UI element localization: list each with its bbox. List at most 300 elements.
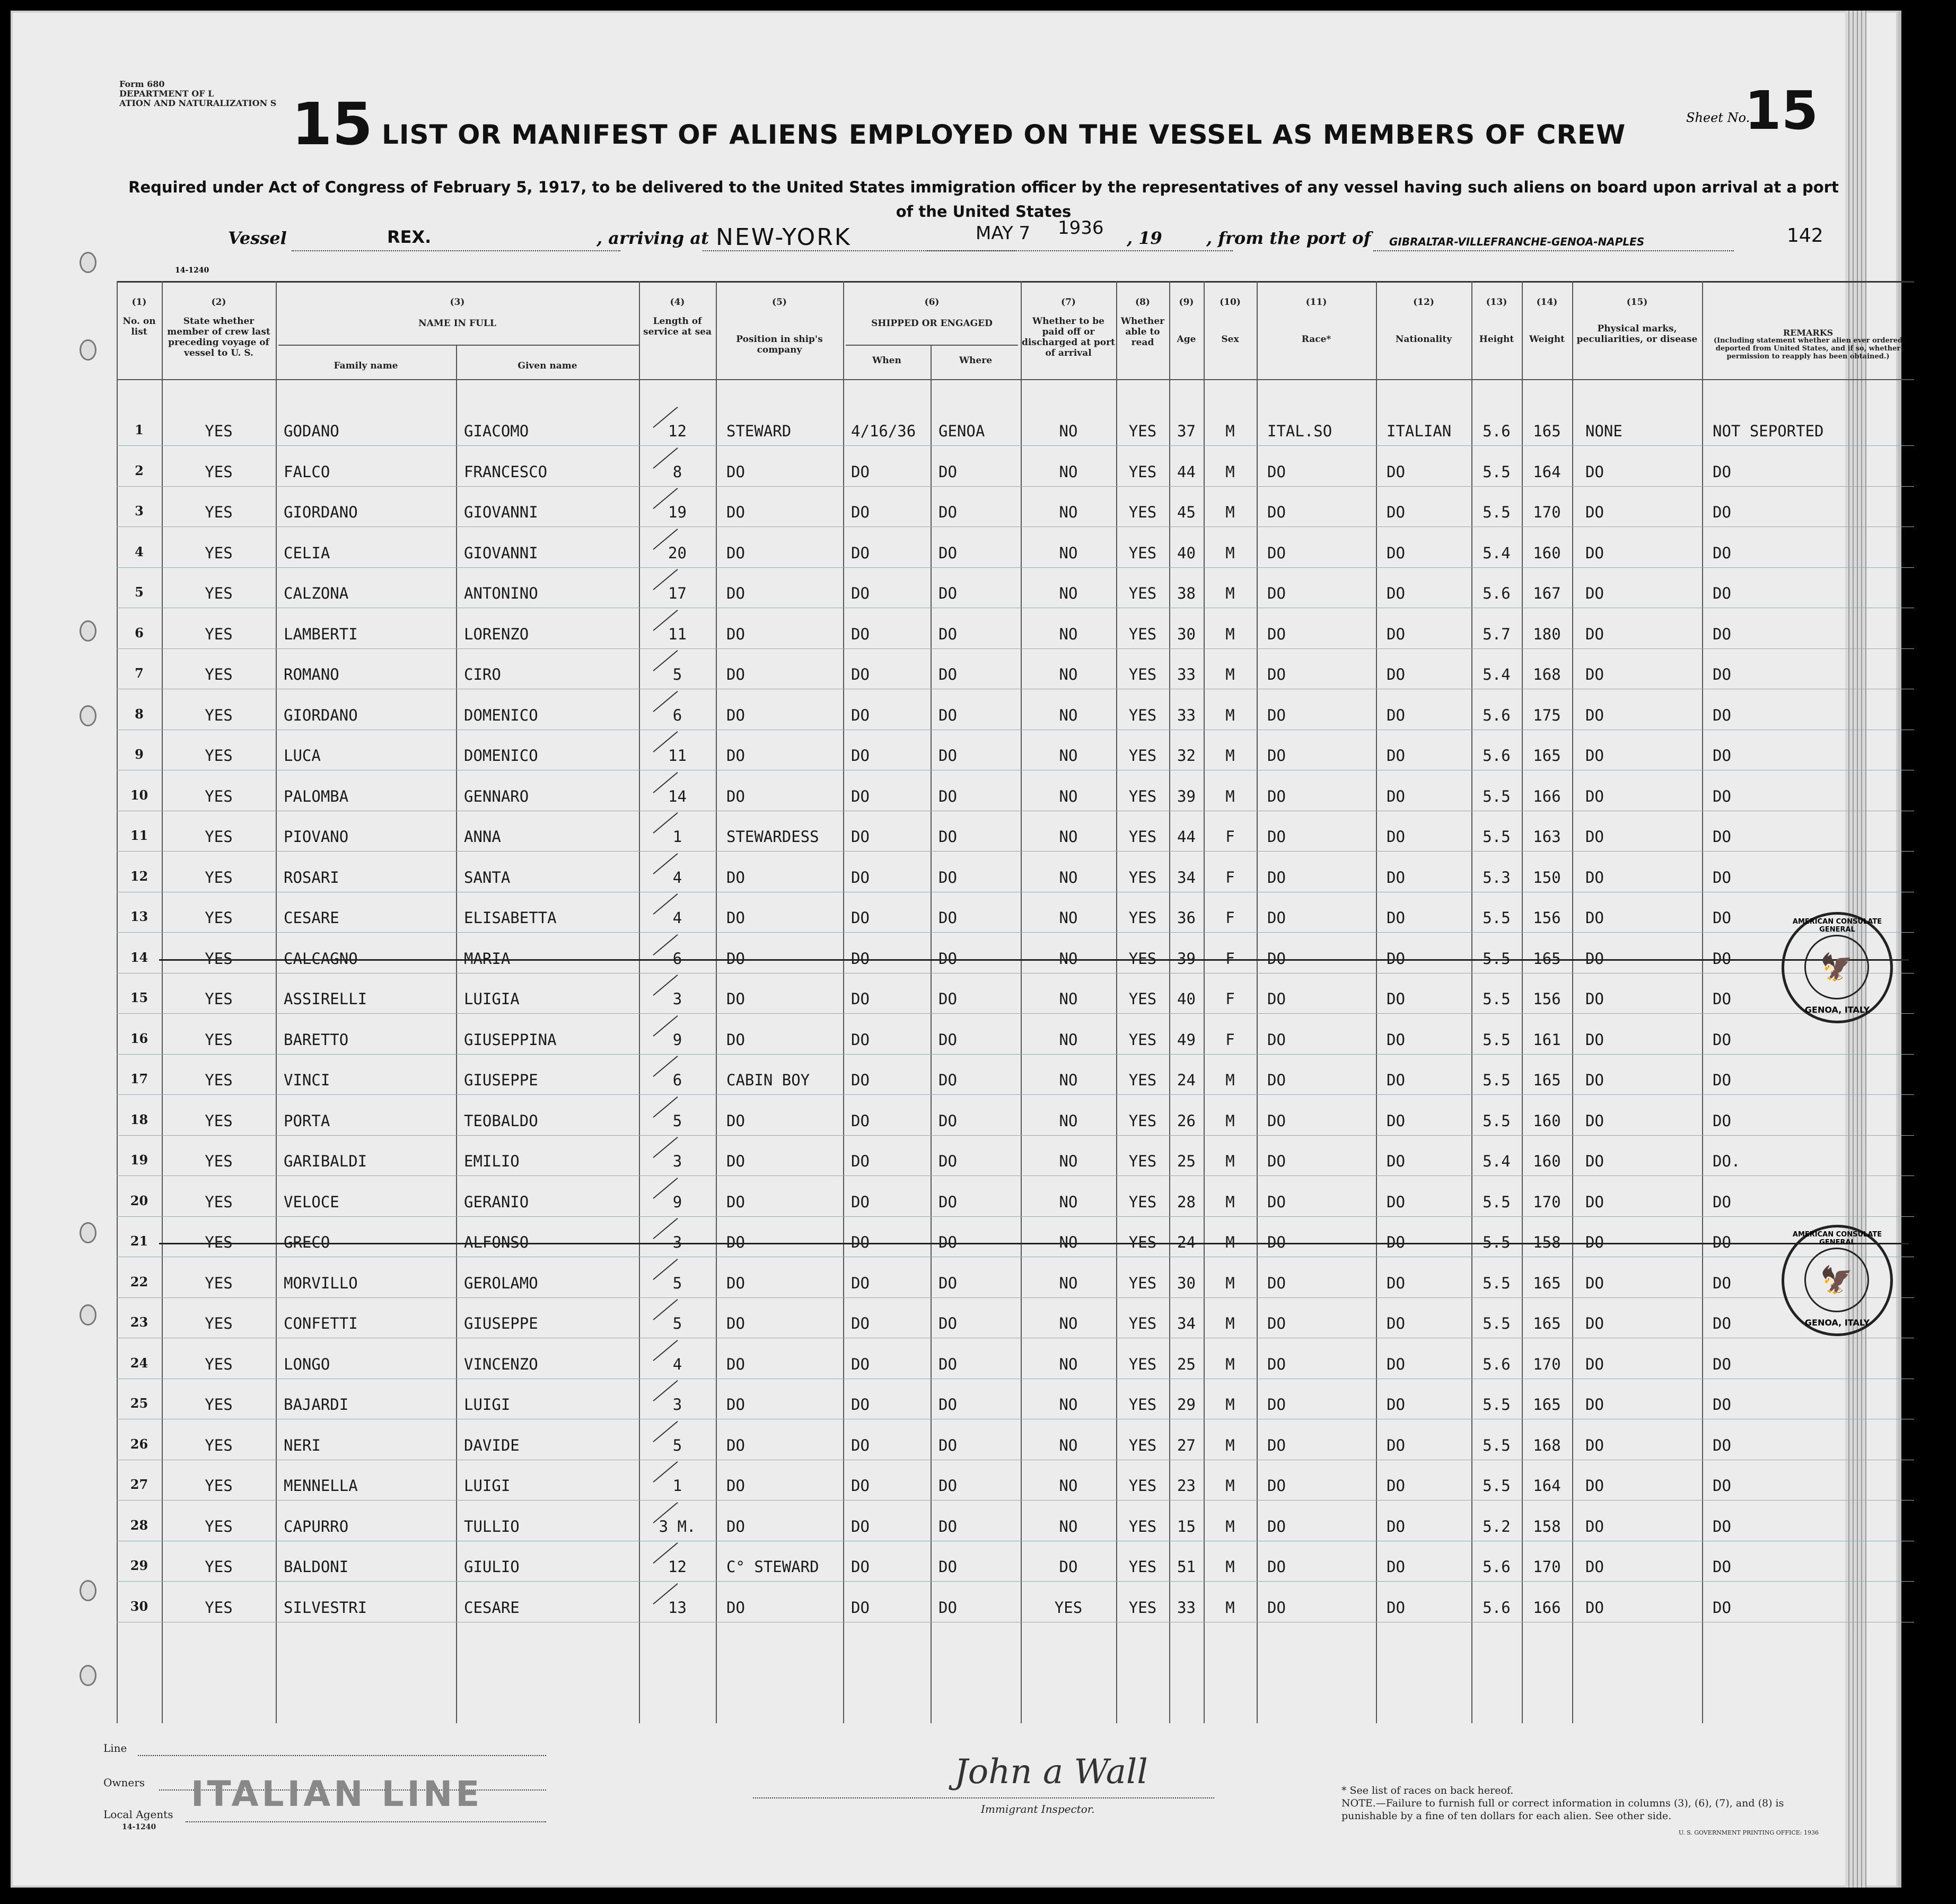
family-name-header: Family name: [334, 361, 398, 371]
cell-when: DO: [851, 1355, 870, 1373]
cell-marks: DO: [1585, 828, 1604, 846]
cell-service: 5: [672, 1274, 682, 1292]
cell-position: DO: [726, 1192, 745, 1211]
cell-remarks: DO: [1713, 1030, 1731, 1049]
cell-prev: YES: [205, 503, 233, 521]
cell-no: 5: [135, 584, 144, 600]
cell-prev: YES: [205, 909, 233, 927]
cell-age: 40: [1177, 543, 1196, 562]
cell-prev: YES: [205, 462, 233, 481]
cell-marks: DO: [1585, 990, 1604, 1008]
punch-hole: [80, 705, 97, 726]
cell-age: 30: [1177, 1274, 1196, 1292]
cell-remarks: DO: [1713, 462, 1731, 481]
cell-family: ROSARI: [284, 868, 339, 887]
cell-race: DO: [1267, 1517, 1286, 1536]
cell-paid: NO: [1059, 1355, 1078, 1373]
cell-marks: DO: [1585, 1274, 1604, 1292]
cell-paid: NO: [1059, 1477, 1078, 1495]
cell-family: LAMBERTI: [284, 625, 358, 643]
cell-race: DO: [1267, 787, 1286, 805]
cell-weight: 168: [1533, 1436, 1561, 1454]
cell-position: STEWARD: [726, 422, 792, 440]
cell-given: TEOBALDO: [464, 1111, 538, 1130]
cell-nat: DO: [1387, 1233, 1405, 1251]
cell-race: DO: [1267, 990, 1286, 1008]
consulate-stamp: 🦅 GENOA, ITALY AMERICAN CONSULATE GENERAL: [1782, 1225, 1893, 1336]
cell-read: YES: [1128, 584, 1157, 602]
cell-when: DO: [851, 462, 870, 481]
manifest-sheet: [11, 11, 1901, 1888]
cell-remarks: DO: [1713, 665, 1731, 683]
cell-sex: M: [1225, 1436, 1235, 1454]
cell-no: 18: [130, 1111, 148, 1127]
cell-service: 9: [672, 1192, 682, 1211]
cell-position: CABIN BOY: [726, 1071, 810, 1089]
cell-service: 6: [672, 706, 682, 724]
cell-read: YES: [1128, 1071, 1157, 1089]
cell-race: DO: [1267, 584, 1286, 602]
cell-sex: M: [1225, 503, 1235, 521]
cell-given: ELISABETTA: [464, 909, 557, 927]
cell-weight: 164: [1533, 1477, 1561, 1495]
cell-service: 4: [672, 868, 682, 887]
cell-nat: DO: [1387, 1396, 1405, 1414]
cell-family: CALCAGNO: [284, 949, 358, 968]
cell-position: DO: [726, 1152, 745, 1170]
cell-prev: YES: [205, 1355, 233, 1373]
cell-paid: NO: [1059, 990, 1078, 1008]
cell-where: DO: [938, 747, 957, 765]
cell-where: DO: [938, 1598, 957, 1617]
cell-no: 12: [130, 868, 148, 884]
cell-nat: DO: [1387, 462, 1405, 481]
cell-race: DO: [1267, 1030, 1286, 1049]
cell-service: 12: [668, 1558, 687, 1576]
cell-no: 2: [135, 462, 144, 478]
remarks-header: REMARKS (Including statement whether alien ever ordered deported from United States, and if so, whether permission to reapply has been obtained.): [1713, 328, 1903, 361]
cell-where: DO: [938, 1314, 957, 1332]
cell-sex: M: [1225, 543, 1235, 562]
cell-prev: YES: [205, 1558, 233, 1576]
cell-marks: DO: [1585, 1558, 1604, 1576]
cell-marks: DO: [1585, 747, 1604, 765]
cell-given: GIOVANNI: [464, 543, 538, 562]
cell-nat: DO: [1387, 503, 1405, 521]
cell-marks: DO: [1585, 1111, 1604, 1130]
cell-service: 4: [672, 1355, 682, 1373]
cell-height: 5.5: [1483, 1314, 1511, 1332]
cell-where: DO: [938, 462, 957, 481]
cell-remarks: DO: [1713, 706, 1731, 724]
cell-read: YES: [1128, 422, 1157, 440]
cell-age: 29: [1177, 1396, 1196, 1414]
cell-read: YES: [1128, 1396, 1157, 1414]
cell-height: 5.6: [1483, 706, 1511, 724]
cell-remarks: DO: [1713, 1314, 1731, 1332]
cell-sex: M: [1225, 1598, 1235, 1617]
cell-age: 44: [1177, 828, 1196, 846]
cell-sex: F: [1225, 909, 1235, 927]
cell-race: DO: [1267, 503, 1286, 521]
cell-sex: M: [1225, 1355, 1235, 1373]
cell-no: 28: [130, 1517, 148, 1533]
cell-when: DO: [851, 1396, 870, 1414]
cell-nat: DO: [1387, 625, 1405, 643]
cell-where: DO: [938, 706, 957, 724]
cell-height: 5.5: [1483, 1071, 1511, 1089]
agents-code: 14-1240: [122, 1823, 156, 1831]
cell-nat: DO: [1387, 1558, 1405, 1576]
year-prefix: , 19: [1127, 228, 1162, 248]
cell-paid: NO: [1059, 1152, 1078, 1170]
cell-given: GIOVANNI: [464, 503, 538, 521]
cell-remarks: DO: [1713, 1233, 1731, 1251]
cell-weight: 156: [1533, 909, 1561, 927]
cell-sex: M: [1225, 1274, 1235, 1292]
cell-paid: NO: [1059, 1192, 1078, 1211]
small-form-code: 14-1240: [175, 266, 209, 275]
cell-race: DO: [1267, 1192, 1286, 1211]
cell-nat: ITALIAN: [1387, 422, 1452, 440]
cell-remarks: DO: [1713, 625, 1731, 643]
cell-age: 37: [1177, 422, 1196, 440]
cell-when: DO: [851, 1598, 870, 1617]
cell-read: YES: [1128, 787, 1157, 805]
cell-no: 30: [130, 1598, 148, 1614]
cell-read: YES: [1128, 1477, 1157, 1495]
cell-no: 26: [130, 1436, 148, 1452]
cell-race: DO: [1267, 1152, 1286, 1170]
inspector-label: Immigrant Inspector.: [981, 1803, 1095, 1815]
cell-family: LUCA: [284, 747, 321, 765]
cell-service: 1: [672, 1477, 682, 1495]
cell-height: 5.5: [1483, 909, 1511, 927]
cell-nat: DO: [1387, 1355, 1405, 1373]
cell-given: DOMENICO: [464, 706, 538, 724]
cell-no: 11: [130, 828, 148, 843]
cell-marks: DO: [1585, 787, 1604, 805]
cell-paid: NO: [1059, 665, 1078, 683]
cell-read: YES: [1128, 1314, 1157, 1332]
cell-where: DO: [938, 1477, 957, 1495]
cell-remarks: DO: [1713, 1111, 1731, 1130]
cell-family: LONGO: [284, 1355, 330, 1373]
cell-paid: NO: [1059, 1314, 1078, 1332]
form-identifier: [119, 80, 276, 108]
cell-prev: YES: [205, 1233, 233, 1251]
cell-race: DO: [1267, 747, 1286, 765]
cell-sex: M: [1225, 1192, 1235, 1211]
cell-given: DOMENICO: [464, 747, 538, 765]
cell-age: 45: [1177, 503, 1196, 521]
left-sheet-number: 15: [292, 90, 373, 158]
cell-prev: YES: [205, 990, 233, 1008]
cell-marks: DO: [1585, 1030, 1604, 1049]
cell-position: DO: [726, 990, 745, 1008]
cell-height: 5.5: [1483, 1436, 1511, 1454]
cell-given: TULLIO: [464, 1517, 520, 1536]
cell-remarks: DO: [1713, 543, 1731, 562]
cell-prev: YES: [205, 949, 233, 968]
eagle-seal-icon: 🦅: [1804, 935, 1869, 999]
cell-sex: M: [1225, 787, 1235, 805]
cell-remarks: DO.: [1713, 1152, 1741, 1170]
cell-race: DO: [1267, 1071, 1286, 1089]
cell-remarks: DO: [1713, 1355, 1731, 1373]
cell-paid: NO: [1059, 1111, 1078, 1130]
cell-position: STEWARDESS: [726, 828, 819, 846]
penalty-note: NOTE.—Failure to furnish full or correct information in columns (3), (6), (7), and (8) is punishable by a fine of ten dollars for each alien. See other side.: [1341, 1797, 1784, 1822]
col4-header: (4) Length of service at sea: [643, 297, 712, 337]
cell-read: YES: [1128, 1152, 1157, 1170]
cell-no: 16: [130, 1030, 148, 1046]
cell-position: DO: [726, 503, 745, 521]
cell-age: 33: [1177, 665, 1196, 683]
cell-when: DO: [851, 1192, 870, 1211]
cell-race: DO: [1267, 949, 1286, 968]
cell-nat: DO: [1387, 1477, 1405, 1495]
cell-marks: DO: [1585, 868, 1604, 887]
cell-given: LUIGI: [464, 1396, 511, 1414]
cell-age: 27: [1177, 1436, 1196, 1454]
cell-family: GRECO: [284, 1233, 330, 1251]
vessel-name: REX.: [387, 227, 432, 247]
cell-weight: 165: [1533, 1314, 1561, 1332]
cell-sex: M: [1225, 1314, 1235, 1332]
cell-sex: M: [1225, 422, 1235, 440]
cell-where: DO: [938, 1517, 957, 1536]
cell-when: DO: [851, 1233, 870, 1251]
cell-remarks: DO: [1713, 1192, 1731, 1211]
cell-remarks: DO: [1713, 1517, 1731, 1536]
cell-no: 23: [130, 1314, 148, 1330]
form-number: Form 680: [119, 79, 165, 89]
cell-remarks: DO: [1713, 1071, 1731, 1089]
cell-marks: DO: [1585, 949, 1604, 968]
cell-where: DO: [938, 990, 957, 1008]
cell-prev: YES: [205, 868, 233, 887]
cell-read: YES: [1128, 949, 1157, 968]
agents-label: Local Agents: [103, 1808, 173, 1821]
cell-prev: YES: [205, 625, 233, 643]
cell-race: ITAL.SO: [1267, 422, 1332, 440]
cell-sex: M: [1225, 665, 1235, 683]
cell-prev: YES: [205, 1152, 233, 1170]
cell-weight: 170: [1533, 1192, 1561, 1211]
cell-race: DO: [1267, 1477, 1286, 1495]
cell-remarks: DO: [1713, 1598, 1731, 1617]
cell-nat: DO: [1387, 868, 1405, 887]
cell-position: DO: [726, 868, 745, 887]
cell-position: DO: [726, 1396, 745, 1414]
cell-given: LUIGIA: [464, 990, 520, 1008]
cell-weight: 170: [1533, 503, 1561, 521]
cell-weight: 158: [1533, 1233, 1561, 1251]
cell-age: 30: [1177, 625, 1196, 643]
cell-given: DAVIDE: [464, 1436, 520, 1454]
from-label: , from the port of: [1206, 228, 1371, 248]
cell-given: EMILIO: [464, 1152, 520, 1170]
cell-no: 6: [135, 625, 144, 640]
cell-given: GIULIO: [464, 1558, 520, 1576]
cell-age: 38: [1177, 584, 1196, 602]
cell-remarks: NOT SEPORTED: [1713, 422, 1824, 440]
cell-age: 26: [1177, 1111, 1196, 1130]
cell-when: DO: [851, 909, 870, 927]
cell-service: 5: [672, 1111, 682, 1130]
cell-marks: DO: [1585, 909, 1604, 927]
cell-no: 3: [135, 503, 144, 519]
cell-service: 13: [668, 1598, 687, 1617]
cell-marks: DO: [1585, 1314, 1604, 1332]
cell-height: 5.6: [1483, 1598, 1511, 1617]
cell-sex: M: [1225, 747, 1235, 765]
page-title: LIST OR MANIFEST OF ALIENS EMPLOYED ON THE VESSEL AS MEMBERS OF CREW: [382, 119, 1626, 150]
punch-hole: [80, 1580, 97, 1601]
cell-no: 10: [130, 787, 148, 803]
cell-remarks: DO: [1713, 909, 1731, 927]
cell-nat: DO: [1387, 1071, 1405, 1089]
cell-prev: YES: [205, 1111, 233, 1130]
cell-read: YES: [1128, 747, 1157, 765]
sheet-label: Sheet No.: [1686, 110, 1750, 125]
cell-nat: DO: [1387, 1111, 1405, 1130]
cell-position: DO: [726, 787, 745, 805]
cell-service: 3: [672, 990, 682, 1008]
cell-position: DO: [726, 1111, 745, 1130]
cell-age: 36: [1177, 909, 1196, 927]
cell-family: CONFETTI: [284, 1314, 358, 1332]
cell-race: DO: [1267, 1396, 1286, 1414]
cell-height: 5.5: [1483, 1233, 1511, 1251]
cell-marks: DO: [1585, 1152, 1604, 1170]
col2-header: (2) State whether member of crew last preceding voyage of vessel to U. S.: [167, 297, 270, 358]
sheet-number: 15: [1744, 80, 1819, 142]
cell-where: DO: [938, 1030, 957, 1049]
cell-nat: DO: [1387, 787, 1405, 805]
cell-paid: NO: [1059, 1396, 1078, 1414]
cell-read: YES: [1128, 462, 1157, 481]
cell-height: 5.4: [1483, 1152, 1511, 1170]
cell-no: 1: [135, 422, 144, 437]
cell-where: DO: [938, 543, 957, 562]
cell-position: DO: [726, 1598, 745, 1617]
cell-position: DO: [726, 543, 745, 562]
cell-family: CELIA: [284, 543, 330, 562]
punch-hole: [80, 252, 97, 273]
cell-marks: DO: [1585, 1436, 1604, 1454]
cell-nat: DO: [1387, 1192, 1405, 1211]
cell-no: 20: [130, 1192, 148, 1208]
line-stamp: ITALIAN LINE: [191, 1774, 483, 1814]
strike-through-line: [159, 959, 1909, 961]
cell-family: MENNELLA: [284, 1477, 358, 1495]
from-ports: GIBRALTAR-VILLEFRANCHE-GENOA-NAPLES: [1389, 235, 1645, 248]
cell-weight: 161: [1533, 1030, 1561, 1049]
cell-weight: 180: [1533, 625, 1561, 643]
cell-prev: YES: [205, 1274, 233, 1292]
cell-no: 8: [135, 706, 144, 722]
cell-given: ANNA: [464, 828, 501, 846]
cell-when: DO: [851, 706, 870, 724]
cell-given: FRANCESCO: [464, 462, 548, 481]
cell-position: C° STEWARD: [726, 1558, 819, 1576]
cell-height: 5.5: [1483, 503, 1511, 521]
cell-family: FALCO: [284, 462, 330, 481]
col1-header: (1) No. on list: [122, 297, 156, 337]
cell-where: DO: [938, 828, 957, 846]
cell-when: DO: [851, 1436, 870, 1454]
cell-given: MARIA: [464, 949, 511, 968]
cell-family: BARETTO: [284, 1030, 349, 1049]
cell-service: 11: [668, 747, 687, 765]
cell-sex: M: [1225, 1152, 1235, 1170]
cell-weight: 160: [1533, 1111, 1561, 1130]
cell-when: DO: [851, 990, 870, 1008]
col8-header: (8) Whether able to read: [1120, 297, 1165, 348]
cell-weight: 156: [1533, 990, 1561, 1008]
cell-no: 13: [130, 909, 148, 924]
cell-nat: DO: [1387, 1152, 1405, 1170]
cell-nat: DO: [1387, 1314, 1405, 1332]
cell-read: YES: [1128, 828, 1157, 846]
cell-when: DO: [851, 625, 870, 643]
cell-service: 3: [672, 1152, 682, 1170]
strike-through-line: [159, 1243, 1909, 1244]
cell-nat: DO: [1387, 665, 1405, 683]
cell-nat: DO: [1387, 1274, 1405, 1292]
col9-header: (9) Age: [1177, 297, 1196, 345]
cell-remarks: DO: [1713, 503, 1731, 521]
arriving-port: NEW-YORK: [716, 224, 852, 251]
cell-family: CAPURRO: [284, 1517, 349, 1536]
cell-where: DO: [938, 868, 957, 887]
cell-where: DO: [938, 503, 957, 521]
cell-paid: NO: [1059, 706, 1078, 724]
cell-position: DO: [726, 1314, 745, 1332]
cell-given: ALFONSO: [464, 1233, 529, 1251]
cell-no: 22: [130, 1274, 148, 1289]
cell-paid: NO: [1059, 1436, 1078, 1454]
cell-paid: NO: [1059, 503, 1078, 521]
cell-sex: M: [1225, 584, 1235, 602]
cell-read: YES: [1128, 1598, 1157, 1617]
cell-paid: NO: [1059, 625, 1078, 643]
cell-race: DO: [1267, 1274, 1286, 1292]
cell-sex: F: [1225, 949, 1235, 968]
cell-age: 32: [1177, 747, 1196, 765]
punch-hole: [80, 1222, 97, 1243]
cell-given: GIUSEPPE: [464, 1071, 538, 1089]
cell-nat: DO: [1387, 990, 1405, 1008]
given-name-header: Given name: [517, 361, 577, 371]
cell-position: DO: [726, 665, 745, 683]
cell-remarks: DO: [1713, 949, 1731, 968]
cell-nat: DO: [1387, 828, 1405, 846]
cell-when: DO: [851, 1071, 870, 1089]
cell-family: GIORDANO: [284, 503, 358, 521]
cell-weight: 165: [1533, 1071, 1561, 1089]
cell-where: DO: [938, 584, 957, 602]
cell-service: 11: [668, 625, 687, 643]
cell-race: DO: [1267, 462, 1286, 481]
cell-read: YES: [1128, 543, 1157, 562]
cell-when: DO: [851, 1477, 870, 1495]
owners-label: Owners: [103, 1776, 145, 1789]
cell-service: 8: [672, 462, 682, 481]
cell-prev: YES: [205, 1192, 233, 1211]
